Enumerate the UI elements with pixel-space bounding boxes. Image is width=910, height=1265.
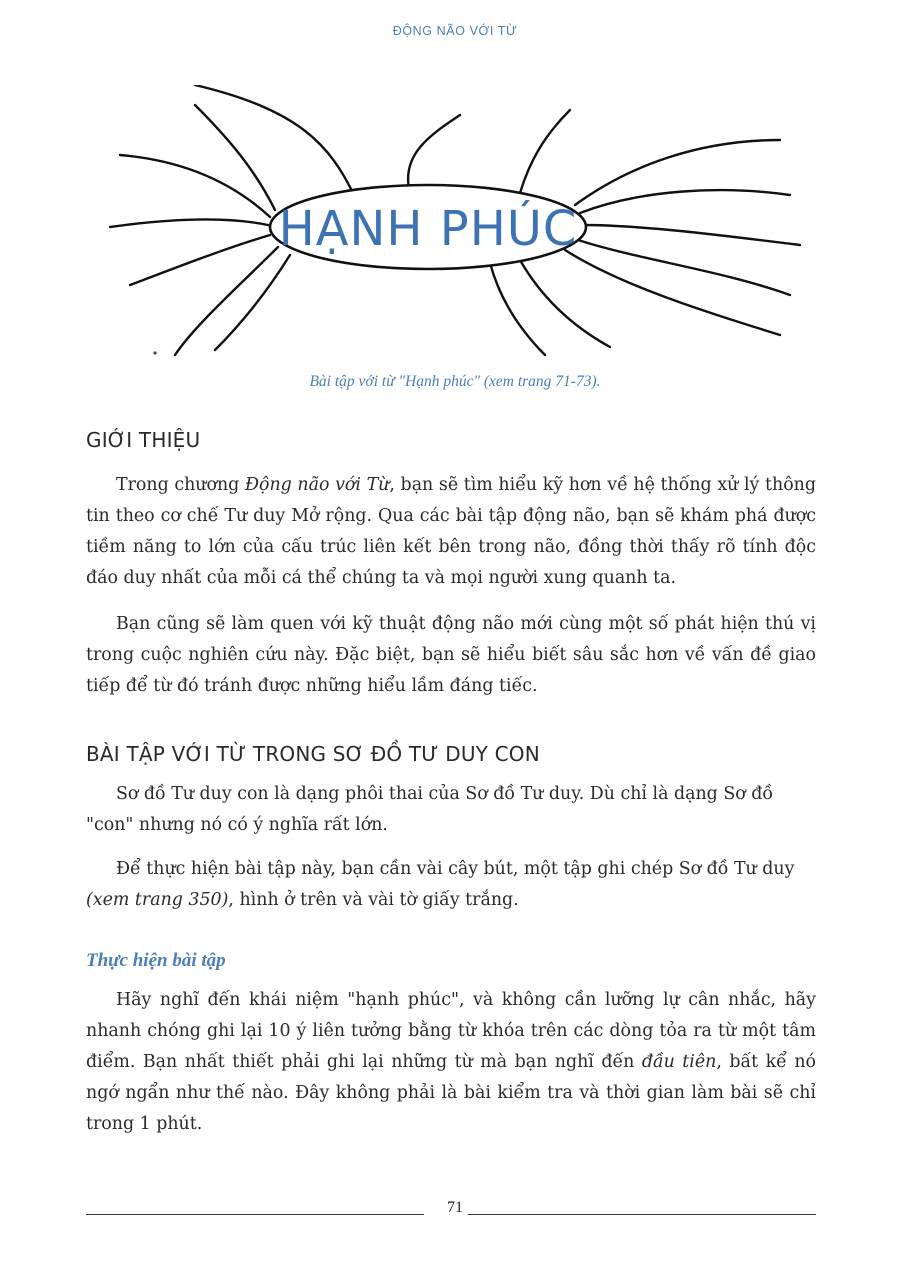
subsection-heading-practice: Thực hiện bài tập: [86, 950, 226, 971]
branch-line: [490, 263, 545, 355]
speck: [153, 351, 156, 354]
intro-paragraph-2: Bạn cũng sẽ làm quen với kỹ thuật động não mới cùng một số phát hiện thú vị trong cuộc nghiên cứu này. Đặc biệt, bạn sẽ hiểu biết sâu sắc hơn về vấn đề giao tiếp để từ đó tránh được những hiểu lầm đáng tiếc.: [86, 614, 816, 696]
branch-line: [408, 115, 460, 193]
figure-caption: Bài tập với từ "Hạnh phúc" (xem trang 71-73).: [309, 373, 601, 390]
center-word: HẠNH PHÚC: [278, 201, 578, 257]
exercise-paragraph-2: Để thực hiện bài tập này, bạn cần vài cây bút, một tập ghi chép Sơ đồ Tư duy (xem trang 350), hình ở trên và vài tờ giấy trắng.: [86, 859, 795, 910]
branch-line: [575, 140, 780, 205]
branch-line: [215, 255, 290, 350]
branch-line: [520, 110, 570, 193]
section-heading-intro: GIỚI THIỆU: [86, 428, 201, 452]
branch-line: [130, 235, 270, 285]
mind-map-figure: [100, 85, 820, 375]
branch-line: [582, 225, 800, 245]
footer-rule-left: [86, 1214, 424, 1215]
section-heading-exercise: BÀI TẬP VỚI TỪ TRONG SƠ ĐỒ TƯ DUY CON: [86, 742, 540, 766]
branch-line: [110, 219, 268, 227]
running-header: ĐỘNG NÃO VỚI TỪ: [392, 24, 518, 38]
branch-line: [578, 240, 790, 295]
exercise-paragraph-1: Sơ đồ Tư duy con là dạng phôi thai của Sơ đồ Tư duy. Dù chỉ là dạng Sơ đồ "con" nhưng nó có ý nghĩa rất lớn.: [86, 784, 774, 835]
branch-line: [580, 190, 790, 213]
practice-paragraph-1: Hãy nghĩ đến khái niệm "hạnh phúc", và không cần lưỡng lự cân nhắc, hãy nhanh chóng ghi lại 10 ý liên tưởng bằng từ khóa trên các dòng tỏa ra từ một tâm điểm. Bạn nhất thiết phải ghi lại những từ mà bạn nghĩ đến đầu tiên, bất kể nó ngớ ngẩn như thế nào. Đây không phải là bài kiểm tra và thời gian làm bài sẽ chỉ trong 1 phút.: [86, 990, 816, 1134]
footer-rule-right: [468, 1214, 816, 1215]
page-number: 71: [447, 1199, 463, 1216]
branch-line: [195, 105, 275, 210]
branch-line: [195, 85, 355, 197]
branch-line: [520, 260, 610, 347]
intro-paragraph-1: Trong chương Động não với Từ, bạn sẽ tìm hiểu kỹ hơn về hệ thống xử lý thông tin theo cơ chế Tư duy Mở rộng. Qua các bài tập động não, bạn sẽ khám phá được tiềm năng to lớn của cấu trúc liên kết bên trong não, đồng thời thấy rõ tính độc đáo duy nhất của mỗi cá thể chúng ta và mọi người xung quanh ta.: [86, 475, 816, 588]
